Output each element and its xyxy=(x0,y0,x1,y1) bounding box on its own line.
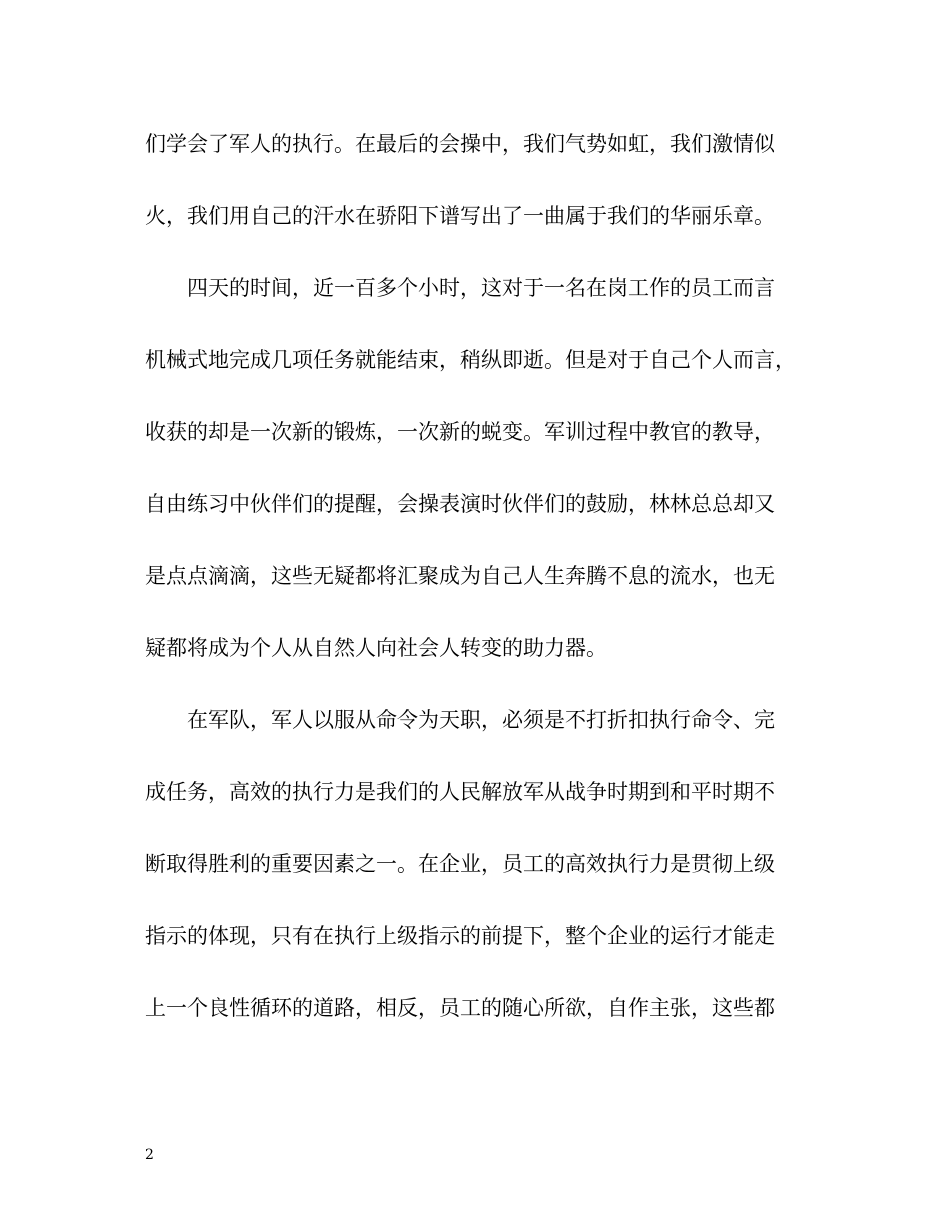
text-line-2: 火，我们用自己的汗水在骄阳下谱写出了一曲属于我们的华丽乐章。 xyxy=(145,204,775,228)
text-line-7: 是点点滴滴，这些无疑都将汇聚成为自己人生奔腾不息的流水，也无 xyxy=(145,564,775,588)
text-line-10: 成任务，高效的执行力是我们的人民解放军从战争时期到和平时期不 xyxy=(145,780,775,804)
text-line-6: 自由练习中伙伴们的提醒，会操表演时伙伴们的鼓励，林林总总却又 xyxy=(145,492,775,516)
text-line-3: 四天的时间，近一百多个小时，这对于一名在岗工作的员工而言 xyxy=(187,276,775,300)
text-line-8: 疑都将成为个人从自然人向社会人转变的助力器。 xyxy=(145,636,607,660)
page-number: 2 xyxy=(145,1147,154,1163)
text-line-4: 机械式地完成几项任务就能结束，稍纵即逝。但是对于自己个人而言， xyxy=(145,348,796,372)
text-line-12: 指示的体现，只有在执行上级指示的前提下，整个企业的运行才能走 xyxy=(145,924,775,948)
text-line-1: 们学会了军人的执行。在最后的会操中，我们气势如虹，我们激情似 xyxy=(145,132,775,156)
text-line-13: 上一个良性循环的道路，相反，员工的随心所欲，自作主张，这些都 xyxy=(145,996,775,1020)
text-line-11: 断取得胜利的重要因素之一。在企业，员工的高效执行力是贯彻上级 xyxy=(145,852,775,876)
text-line-9: 在军队，军人以服从命令为天职，必须是不打折扣执行命令、完 xyxy=(187,708,775,732)
text-line-5: 收获的却是一次新的锻炼，一次新的蜕变。军训过程中教官的教导， xyxy=(145,420,775,444)
